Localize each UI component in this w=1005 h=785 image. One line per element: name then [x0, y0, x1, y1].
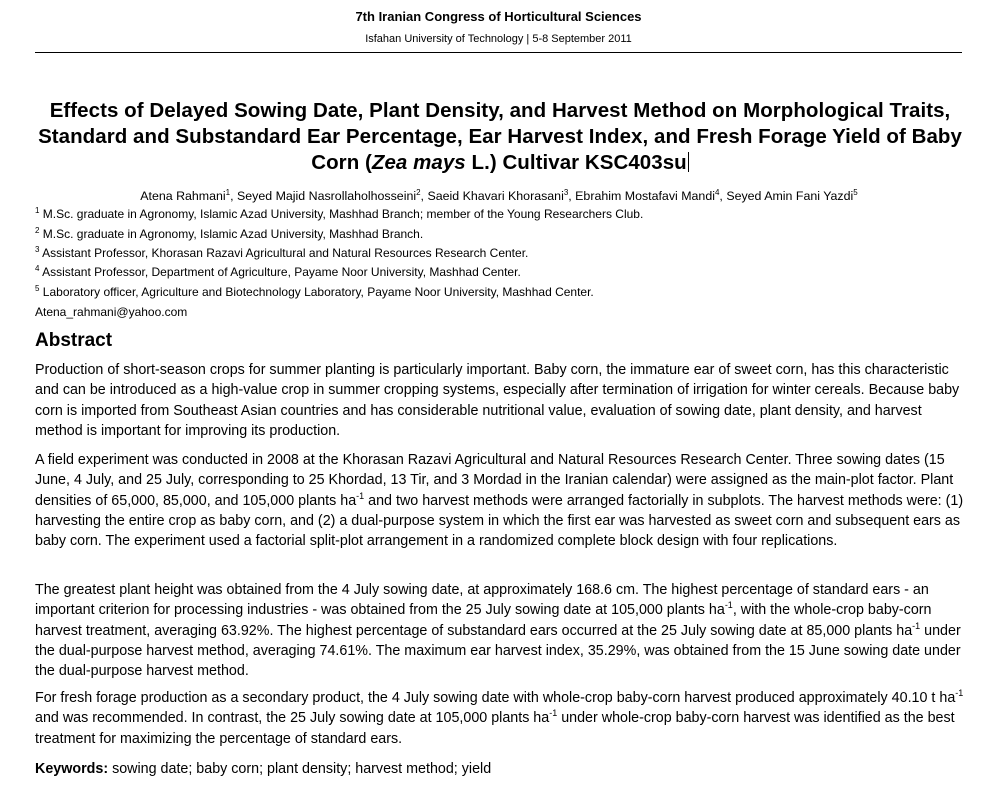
- title-main: Effects of Delayed Sowing Date, Plant Density, and Harvest Method on Morphological Traits, Standard and Substandard Ear Percentage, Ear Harvest Index, and Fresh Forage Yield of Baby Corn (: [38, 99, 962, 174]
- abstract-heading: Abstract: [35, 330, 113, 351]
- abstract-paragraph-2: A field experiment was conducted in 2008 at the Khorasan Razavi Agricultural and Natural Resources Research Center. Three sowing dates (15 June, 4 July, and 25 July, corresponding to 25 Khordad, 13 Tir, and 3 Mordad in the Iranian calendar) were assigned as the main-plot factor. Plant densities of 65,000, 85,000, and 105,000 plants $ha^{-1}$ and two harvest methods were arranged factorially in subplots. The harvest methods were: (1) harvesting the entire crop as baby corn, and (2) a dual-purpose system in which the first ear was harvested as sweet corn and subsequent ears as baby corn. The experiment used a factorial split-plot arrangement in a randomized complete block design with four replications.: [35, 452, 964, 550]
- text-cursor: [688, 152, 689, 172]
- abstract-paragraph-4: For fresh forage production as a secondary product, the 4 July sowing date with whole-crop baby-corn harvest produced approximately 40.10 t $ha^{-1}$ and was recommended. In contrast, the 25 July sowing date at 105,000 plants $ha^{-1}$ under whole-crop baby-corn harvest was identified as the best treatment for maximizing the percentage of standard ears.: [35, 688, 964, 747]
- affiliation-5: $^5$ Laboratory officer, Agriculture and Biotechnology Laboratory, Payame Noor University, Mashhad Center.: [35, 284, 594, 299]
- author: Seyed Amin Fani Yazdi$^5$: [726, 188, 858, 203]
- paper-title: [25, 98, 975, 176]
- abstract-paragraph-3: The greatest plant height was obtained from the 4 July sowing date, at approximately 168.6 cm. The highest percentage of standard ears - an important criterion for processing industries - was obtained from the 25 July sowing date at 105,000 plants $ha^{-1}$, with the whole-crop baby-corn harvest treatment, averaging 63.92%. The highest percentage of substandard ears occurred at the 25 July sowing date at 85,000 plants $ha^{-1}$ under the dual-purpose harvest method, averaging 74.61%. The maximum ear harvest index, 35.29%, was obtained from the 15 June sowing date under the dual-purpose harvest method.: [35, 582, 961, 680]
- author-list: [0, 188, 998, 204]
- keywords-list: sowing date; baby corn; plant density; harvest method; yield: [108, 761, 492, 777]
- keywords: [35, 759, 491, 779]
- title-end: L.) Cultivar KSC403su: [465, 151, 687, 174]
- conference-venue: Isfahan University of Technology | 5-8 September 2011: [365, 33, 632, 45]
- page-header: [35, 6, 962, 53]
- conference-name: 7th Iranian Congress of Horticultural Sciences: [355, 9, 642, 24]
- affiliation-3: $^3$ Assistant Professor, Khorasan Razavi Agricultural and Natural Resources Research Center.: [35, 245, 529, 260]
- abstract-paragraph-1: Production of short-season crops for summer planting is particularly important. Baby corn, the immature ear of sweet corn, has this characteristic and can be introduced as a high-value crop in summer cropping systems, especially after termination of irrigation for winter cereals. Because baby corn is imported from Southeast Asian countries and has considerable nutritional value, evaluation of sowing date, plant density, and harvest method is important for improving its production.: [35, 362, 960, 439]
- author: Seyed Majid Nasrollaholhosseini$^2$,: [237, 188, 428, 203]
- affiliation-1: $^1$ M.Sc. graduate in Agronomy, Islamic Azad University, Mashhad Branch; member of the Young Researchers Club.: [35, 206, 644, 221]
- title-species: Zea mays: [371, 151, 466, 174]
- affiliation-4: $^4$ Assistant Professor, Department of Agriculture, Payame Noor University, Mashhad Center.: [35, 264, 521, 279]
- affiliation-2: $^2$ M.Sc. graduate in Agronomy, Islamic Azad University, Mashhad Branch.: [35, 226, 424, 241]
- keywords-label: Keywords:: [35, 761, 109, 777]
- author: Atena Rahmani$^1$,: [140, 188, 238, 203]
- author: Ebrahim Mostafavi Mandi$^4$,: [575, 188, 727, 203]
- header-divider: [35, 52, 962, 53]
- author: Saeid Khavari Khorasani$^3$,: [427, 188, 576, 203]
- contact-email: Atena_rahmani@yahoo.com: [35, 305, 188, 319]
